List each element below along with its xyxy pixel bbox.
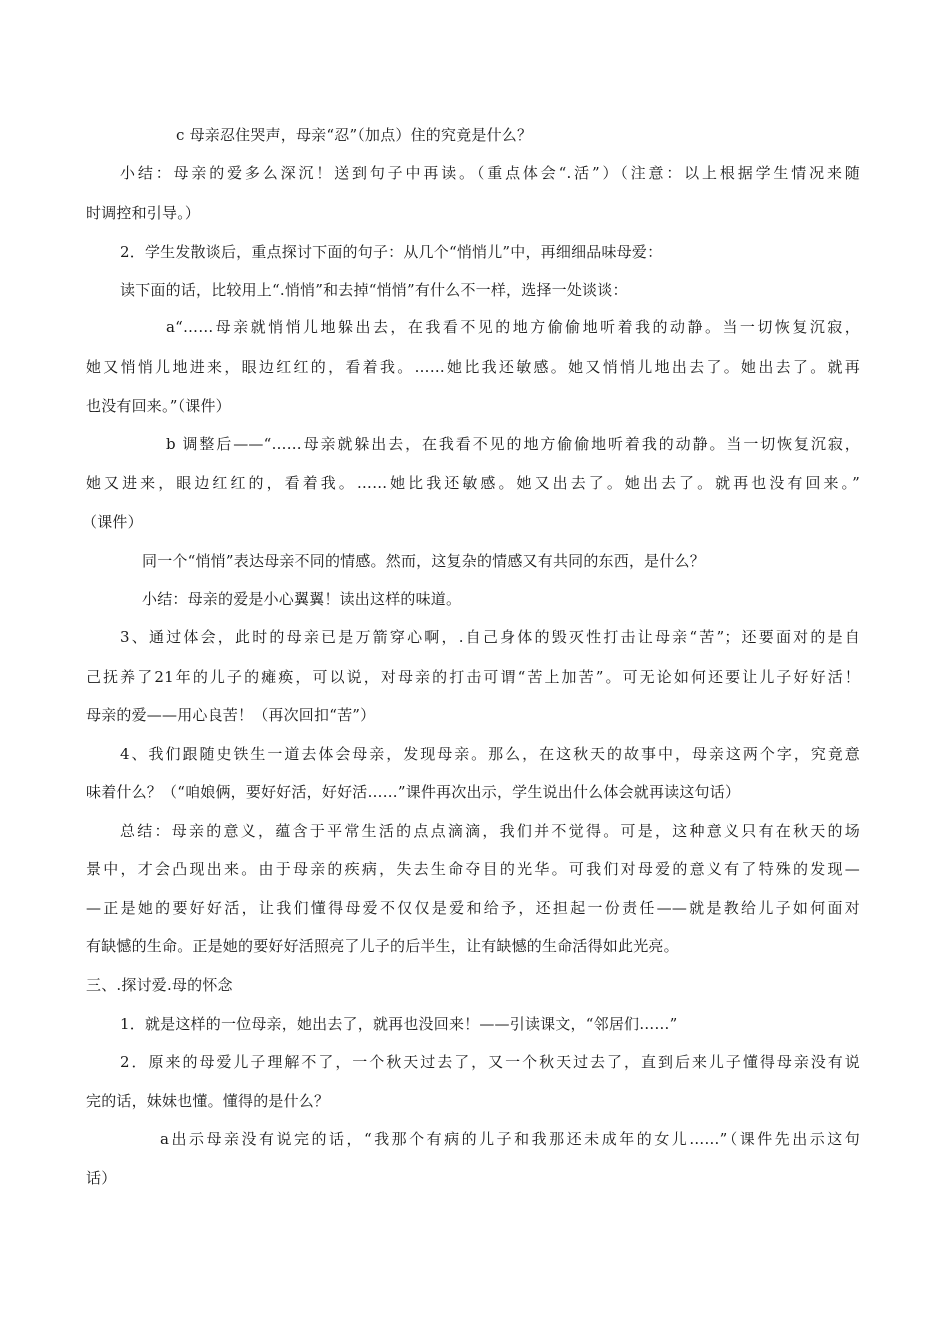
text-line-28: 话） — [86, 1169, 117, 1187]
text-line-26: 完的话，妹妹也懂。懂得的是什么？ — [86, 1092, 330, 1110]
text-line-27: a出示母亲没有说完的话，“我那个有病的儿子和我那还未成年的女儿……”（课件先出示这句 — [160, 1130, 860, 1148]
text-line-8: 也没有回来。”（课件） — [86, 397, 231, 415]
text-line-21: —正是她的要好好活，让我们懂得母爱不仅仅是爱和给予，还担起一份责任——就是教给儿子如何面对 — [86, 899, 860, 917]
text-line-15: 己抚养了21年的儿子的瘫痪，可以说，对母亲的打击可谓“苦上加苦”。可无论如何还要让儿子好好活！ — [86, 668, 860, 686]
text-line-1: c 母亲忍住哭声，母亲“忍”（加点）住的究竟是什么？ — [176, 126, 533, 144]
text-line-25: 2．原来的母爱儿子理解不了，一个秋天过去了，又一个秋天过去了，直到后来儿子懂得母亲没有说 — [120, 1053, 860, 1071]
text-line-13: 小结：母亲的爱是小心翼翼！读出这样的味道。 — [142, 590, 462, 608]
text-line-5: 读下面的话，比较用上“.悄悄”和去掉“悄悄”有什么不一样，选择一处谈谈： — [120, 281, 628, 299]
text-line-4: 2．学生发散谈后，重点探讨下面的句子：从几个“悄悄儿”中，再细细品味母爱： — [120, 243, 663, 261]
text-line-22: 有缺憾的生命。正是她的要好好活照亮了儿子的后半生，让有缺憾的生命活得如此光亮。 — [86, 937, 679, 955]
text-line-2: 小结：母亲的爱多么深沉！送到句子中再读。（重点体会“.活”）（注意：以上根据学生情况来随 — [120, 164, 860, 182]
text-line-6: a“……母亲就悄悄儿地躲出去，在我看不见的地方偷偷地听着我的动静。当一切恢复沉寂， — [166, 318, 860, 336]
text-line-17: 4、我们跟随史铁生一道去体会母亲，发现母亲。那么，在这秋天的故事中，母亲这两个字，究竟意 — [120, 745, 860, 763]
text-line-18: 味着什么？（“咱娘俩，要好好活，好好活……”课件再次出示，学生说出什么体会就再读这句话） — [86, 783, 741, 801]
text-line-16: 母亲的爱——用心良苦！（再次回扣“苦”） — [86, 706, 376, 724]
text-line-19: 总结：母亲的意义，蕴含于平常生活的点点滴滴，我们并不觉得。可是，这种意义只有在秋天的场 — [120, 822, 860, 840]
text-line-11: （课件） — [82, 513, 143, 531]
text-line-20: 景中，才会凸现出来。由于母亲的疾病，失去生命夺目的光华。可我们对母爱的意义有了特殊的发现— — [86, 860, 860, 878]
text-line-14: 3、通过体会，此时的母亲已是万箭穿心啊，.自己身体的毁灭性打击让母亲“苦”；还要面对的是自 — [120, 628, 860, 646]
text-line-7: 她又悄悄儿地进来，眼边红红的，看着我。……她比我还敏感。她又悄悄儿地出去了。她出去了。就再 — [86, 358, 860, 376]
text-line-12: 同一个“悄悄”表达母亲不同的情感。然而，这复杂的情感又有共同的东西，是什么？ — [142, 552, 705, 570]
section-heading: 三、.探讨爱.母的怀念 — [86, 976, 233, 994]
text-line-10: 她又进来，眼边红红的，看着我。……她比我还敏感。她又出去了。她出去了。就再也没有回来。” — [86, 474, 860, 492]
text-line-9: b 调整后——“……母亲就躲出去，在我看不见的地方偷偷地听着我的动静。当一切恢复沉寂， — [166, 435, 860, 453]
text-line-3: 时调控和引导。） — [86, 204, 201, 222]
text-line-24: 1．就是这样的一位母亲，她出去了，就再也没回来！——引读课文，“邻居们……” — [120, 1015, 678, 1033]
